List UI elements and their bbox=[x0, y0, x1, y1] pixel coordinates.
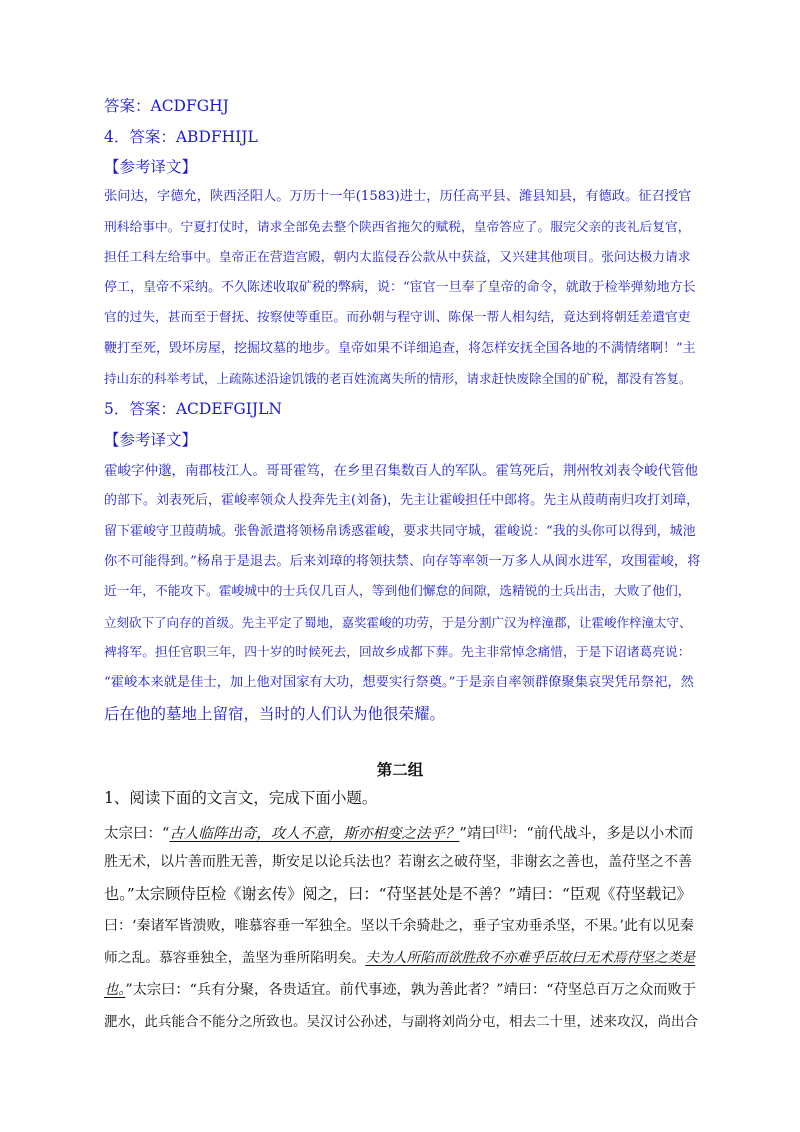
translation-2-line: 裨将军。担任官职三年，四十岁的时候死去，回故乡成都下葬。先主非常悼念痛惜，于是下诏诸葛亮说： bbox=[104, 645, 691, 660]
passage-text: ：“前代战斗，多是以小术而 bbox=[511, 826, 694, 842]
translation-label-1: 【参考译文】 bbox=[104, 158, 198, 176]
translation-label-2: 【参考译文】 bbox=[104, 431, 198, 449]
passage-line: 也。”太宗顾侍臣检《谢玄传》阅之，曰：“苻坚甚处是不善？”靖曰：“臣观《苻坚载记》 bbox=[104, 885, 692, 903]
passage-line bbox=[104, 948, 695, 968]
translation-1-line: 担任工科左给事中。皇帝正在营造宫殿，朝内太监侵吞公款从中获益，又兴建其他项目。张问达极力请求 bbox=[104, 250, 691, 265]
translation-2-line: “霍峻本来就是佳士，加上他对国家有大功，想要实行祭奠。”于是亲自率领群僚聚集哀哭凭吊祭祀，然 bbox=[104, 675, 694, 690]
passage-underlined-sentence: 夫为人所陷而欲胜敌不亦难乎臣故曰无术焉苻坚之类是 bbox=[365, 950, 696, 966]
translation-1-line: 刑科给事中。宁夏打仗时，请求全部免去整个陕西省拖欠的赋税，皇帝答应了。服完父亲的丧礼后复官， bbox=[104, 220, 691, 235]
translation-1-line: 持山东的科举考试，上疏陈述沿途饥饿的老百姓流离失所的情形，请求赶快废除全国的矿税，都没有答复。 bbox=[104, 371, 692, 386]
group-heading: 第二组 bbox=[376, 760, 424, 779]
passage-line bbox=[104, 980, 696, 1000]
translation-2-line: 留下霍峻守卫葭萌城。张鲁派遣将领杨帛诱惑霍峻，要求共同守城，霍峻说：“我的头你可以得到，城池 bbox=[104, 524, 696, 539]
translation-1-line: 张问达，字德允，陕西泾阳人。万历十一年(1583)进士，历任高平县、潍县知县，有德政。征召授官 bbox=[104, 189, 692, 204]
translation-1-line: 鞭打至死，毁坏房屋，挖掘坟墓的地步。皇帝如果不详细追查，将怎样安抚全国各地的不满情绪啊！”主 bbox=[104, 341, 696, 356]
translation-2-line: 霍峻字仲邈，南郡枝江人。哥哥霍笃，在乡里召集数百人的军队。霍笃死后，荆州牧刘表令峻代管他 bbox=[104, 463, 698, 479]
passage-text: 太宗曰：“ bbox=[104, 826, 170, 842]
translation-1-line: 官的过失，甚而至于督抚、按察使等重臣。而孙朝与程守训、陈保一帮人相勾结，竟达到将朝廷差遣官吏 bbox=[104, 310, 691, 325]
passage-text: 师之乱。慕容垂独全，盖坚为垂所陷明矣。 bbox=[104, 950, 366, 966]
translation-2-line: 立刻砍下了向存的首级。先主平定了蜀地，嘉奖霍峻的功劳，于是分割广汉为梓潼郡，让霍峻作梓潼太守、 bbox=[104, 615, 692, 630]
passage-line: 曰：‘秦诸军皆溃败，唯慕容垂一军独全。坚以千余骑赴之，垂子宝劝垂杀坚，不果。’此有以见秦 bbox=[104, 918, 694, 934]
passage-underlined-sentence: 也。 bbox=[104, 982, 126, 998]
translation-2-line: 你不可能得到。”杨帛于是退去。后来刘璋的将领扶禁、向存等率领一万多人从阆水进军，攻围霍峻，将 bbox=[104, 554, 701, 569]
translation-1-line: 停工，皇帝不采纳。不久陈述收取矿税的弊病，说：“宦官一旦奉了皇帝的命令，就敢于检举弹劾地方长 bbox=[104, 280, 696, 295]
translation-2-line: 近一年，不能攻下。霍峻城中的士兵仅几百人，等到他们懈怠的间隙，选精锐的士兵出击，大败了他们， bbox=[104, 584, 691, 599]
question-1: 1、阅读下面的文言文，完成下面小题。 bbox=[104, 789, 378, 807]
passage-text: ”太宗曰：“兵有分聚，各贵适宜。前代事迹，孰为善此者？”靖曰：“苻坚总百万之众而败于 bbox=[125, 982, 697, 998]
passage-underlined-sentence: 古人临阵出奇，攻人不意，斯亦相变之法乎？ bbox=[169, 826, 460, 842]
passage-text: ”靖曰 bbox=[459, 826, 496, 842]
translation-2-line: 的部下。刘表死后，霍峻率领众人投奔先主(刘备)，先主让霍峻担任中郎将。先主从葭萌南归攻打刘璋， bbox=[104, 493, 700, 508]
answer-4: 4．答案：ABDFHIJL bbox=[104, 128, 258, 146]
translation-2-line: 后在他的墓地上留宿，当时的人们认为他很荣耀。 bbox=[104, 705, 446, 723]
answer-3: 答案：ACDFGHJ bbox=[104, 97, 229, 115]
passage-line: 淝水，此兵能合不能分之所致也。吴汉讨公孙述，与副将刘尚分屯，相去二十里，述来攻汉，尚出合 bbox=[104, 1014, 698, 1030]
footnote-marker: [注] bbox=[495, 825, 512, 835]
answer-5: 5．答案：ACDEFGIJLN bbox=[104, 400, 282, 418]
passage-line: 胜无术，以片善而胜无善，斯安足以论兵法也？若谢玄之破苻坚，非谢玄之善也，盖苻坚之不善 bbox=[104, 854, 692, 870]
passage-line bbox=[104, 820, 693, 844]
